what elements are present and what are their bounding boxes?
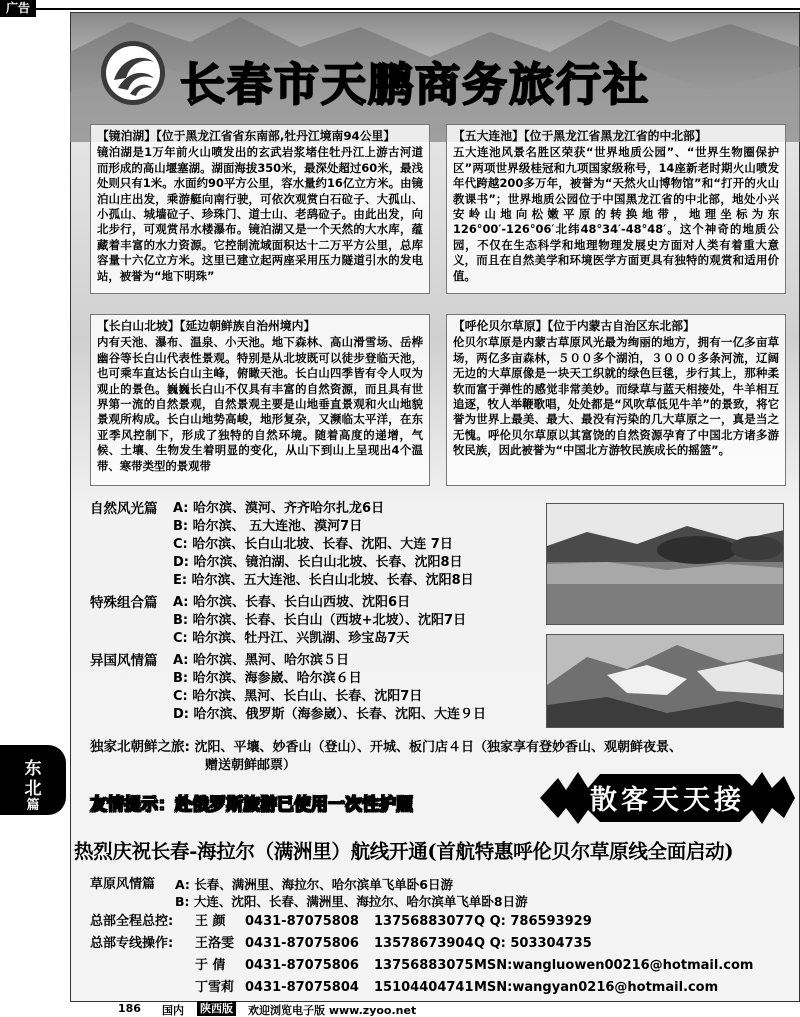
mountain-photo xyxy=(546,634,784,728)
ad-tag: 广告 xyxy=(0,0,36,17)
route-group-special xyxy=(90,594,530,650)
side-tab-char: 东 xyxy=(24,759,42,779)
page-footer xyxy=(0,1001,800,1017)
route-line: C: 哈尔滨、牡丹江、兴凯湖、珍宝岛7天 xyxy=(173,631,410,646)
route-line: B: 哈尔滨、长春、长白山（西坡+北坡）、沈阳7日 xyxy=(173,613,467,628)
route-line: B: 哈尔滨、海参崴、哈尔滨６日 xyxy=(173,671,362,686)
contact-im: MSN:wangluowen00216@hotmail.com xyxy=(474,958,754,973)
contact-name: 于 倩 xyxy=(195,958,226,973)
north-korea-line1: 沈阳、平壤、妙香山（登山）、开城、板门店４日（独家享有登妙香山、观朝鲜夜景、 xyxy=(194,740,682,755)
contact-phone: 0431-87075808 xyxy=(245,914,359,929)
contact-mobile: 15104404741 xyxy=(374,980,474,995)
route-line: D: 哈尔滨、俄罗斯（海参崴）、长春、沈阳、大连９日 xyxy=(173,707,487,722)
contact-mobile: 13756883075 xyxy=(374,958,474,973)
contact-im: Q Q: 786593929 xyxy=(474,914,592,929)
contact-mobile: 13756883077 xyxy=(374,914,474,929)
wudalianchi-box xyxy=(446,124,786,294)
changbai-text: 内有天池、瀑布、温泉、小天池。地下森林、高山滑雪场、岳桦幽谷等长白山代表性景观。特别是从北坡既可以徒步登临天池，也可乘车直达长白山主峰，俯瞰天池。长白山四季皆有令人叹为观止的景色。巍巍长白山不仅具有丰富的自然资源，而且具有世界第一流的自然景观，自然景观主要是山地垂直景观和火山地貌景观所构成。长白山地势高峻，地形复杂，又濒临太平洋，在东亚季风控制下，形成了独特的自然环境。随着高度的递增，气候、土壤、生物发生着明显的变化，从山下到山上呈现出4个温带、寒带类型的景观带 xyxy=(97,335,423,473)
page-number: 186 xyxy=(118,1002,141,1015)
grassland-line: B: 大连、沈阳、长春、满洲里、海拉尔、哈尔滨单飞单卧8日游 xyxy=(175,894,528,909)
jingpo-lake-box xyxy=(90,124,430,294)
route-category: 异国风情篇 xyxy=(90,653,158,669)
hulunbuir-text: 伦贝尔草原是内蒙古草原风光最为绚丽的地方，拥有一亿多亩草场，两亿多亩森林，５００多个湖泊，３０００多条河流，辽阔无边的大草原像是一块天工织就的绿色巨毯，步行其上，那种柔软而富于弹性的感觉非常美妙。而绿草与蓝天相接处，牛羊相互追逐，牧人举鞭歌唱，处处都是“风吹草低见牛羊”的景致，将它誉为世界上最美、最大、最没有污染的几大草原之一，真是当之无愧。呼伦贝尔草原以其富饶的自然资源孕育了中国北方诸多游牧民族，因此被誉为“中国北方游牧民族成长的摇篮”。 xyxy=(453,335,779,458)
contact-im: Q Q: 503304735 xyxy=(474,936,592,951)
footer-edition-badge: 陕西版 xyxy=(197,1001,236,1016)
route-category: 特殊组合篇 xyxy=(90,595,158,611)
route-line: A: 哈尔滨、漠河、齐齐哈尔扎龙6日 xyxy=(173,501,385,516)
wudalianchi-heading: 【五大连池】【位于黑龙江省黑龙江省的中北部】 xyxy=(453,129,707,143)
contact-role: 总部专线操作: xyxy=(90,936,174,951)
route-line: D: 哈尔滨、镜泊湖、长白山北坡、长春、沈阳8日 xyxy=(173,555,463,570)
changbai-box xyxy=(90,314,430,486)
route-line: C: 哈尔滨、长白山北坡、长春、沈阳、大连 7日 xyxy=(173,537,453,552)
footer-website: 欢迎浏览电子版 www.zyoo.net xyxy=(248,1004,417,1017)
jingpo-lake-heading: 【镜泊湖】【位于黑龙江省省东南部,牡丹江境南94公里】 xyxy=(97,129,396,143)
route-launch-headline: 热烈庆祝长春-海拉尔（满洲里）航线开通(首航特惠呼伦贝尔草原线全面启动) xyxy=(74,840,734,863)
changbai-heading: 【长白山北坡】【延边朝鲜族自治州境内】 xyxy=(97,319,316,333)
contact-name: 丁雪莉 xyxy=(195,980,235,995)
north-korea-label: 独家北朝鲜之旅: xyxy=(90,739,190,755)
route-line: C: 哈尔滨、黑河、长白山、长春、沈阳7日 xyxy=(173,689,423,704)
route-line: B: 哈尔滨、 五大连池、漠河7日 xyxy=(173,519,363,534)
footer-section: 国内 xyxy=(162,1004,184,1017)
northeast-section-tab xyxy=(0,745,66,815)
jingpo-lake-text: 镜泊湖是1万年前火山喷发出的玄武岩浆堵住牡丹江上游古河道而形成的高山堰塞湖。湖面海拔350米，最深处超过60米，最浅处则只有1米。水面约90平方公里，容水量约16亿立方米。由镜泊山庄出发，乘游艇向南行驶，可依次观赏白石砬子、大孤山、小孤山、城墙砬子、珍珠门、道士山、老鸹砬子。由此出发，向北步行，可观赏吊水楼瀑布。镜泊湖又是一个天然的大水库，蕴藏着丰富的水力资源。它控制流域面积达十二万平方公里，总库容量十六亿立方米。这里已建立起两座采用压力隧道引水的发电站，被誉为“地下明珠” xyxy=(97,145,423,283)
grassland-line: A: 长春、满洲里、海拉尔、哈尔滨单飞单卧6日游 xyxy=(175,877,453,892)
hulunbuir-heading: 【呼伦贝尔草原】【位于内蒙古自治区东北部】 xyxy=(453,319,695,333)
contact-im: MSN:wangyan0216@hotmail.com xyxy=(474,980,719,995)
top-rule xyxy=(36,8,800,10)
company-logo-icon xyxy=(100,40,166,106)
contact-phone: 0431-87075804 xyxy=(245,980,359,995)
agency-title: 长春市天鹏商务旅行社 xyxy=(180,58,651,111)
friendly-tip: 友情提示：赴俄罗斯旅游已使用一次性护照 xyxy=(90,795,413,815)
side-tab-char: 北 xyxy=(24,779,42,799)
route-group-nature xyxy=(90,500,530,592)
side-tab-char: 篇 xyxy=(26,798,40,813)
hulunbuir-box xyxy=(446,314,786,486)
north-korea-line2: 赠送朝鲜邮票） xyxy=(205,758,297,773)
route-line: A: 哈尔滨、长春、长白山西坡、沈阳6日 xyxy=(173,595,411,610)
contact-role: 总部全程总控: xyxy=(90,914,174,929)
route-category: 自然风光篇 xyxy=(90,501,158,517)
lake-photo xyxy=(546,503,784,625)
contact-phone: 0431-87075806 xyxy=(245,936,359,951)
grassland-category: 草原风情篇 xyxy=(90,877,156,892)
contact-name: 王洛雯 xyxy=(195,936,235,951)
contact-phone: 0431-87075806 xyxy=(245,958,359,973)
daily-departure-text: 散客天天接 xyxy=(590,785,745,816)
contact-name: 王 颜 xyxy=(195,914,226,929)
wudalianchi-text: 五大连池风景名胜区荣获“世界地质公园”、“世界生物圈保护区”两项世界级桂冠和九项国家级称号，14座新老时期火山喷发年代跨越200多万年，被誉为“天然火山博物馆”和“打开的火山教课书”；世界地质公园位于中国黑龙江省的中北部，地处小兴安岭山地向松嫩平原的转换地带，地理坐标为东126°00′-126°06′北纬48°34′-48°48′。这个神奇的地质公园，不仅在生态科学和地理物理发展史方面对人类有着重大意义，而且在自然美学和环境医学方面更具有独特的观赏和适用价值。 xyxy=(453,145,779,283)
route-line: E: 哈尔滨、五大连池、长白山北坡、长春、沈阳8日 xyxy=(173,573,474,588)
contact-mobile: 13578673904 xyxy=(374,936,474,951)
route-line: A: 哈尔滨、黑河、哈尔滨５日 xyxy=(173,653,350,668)
route-group-foreign xyxy=(90,652,530,726)
